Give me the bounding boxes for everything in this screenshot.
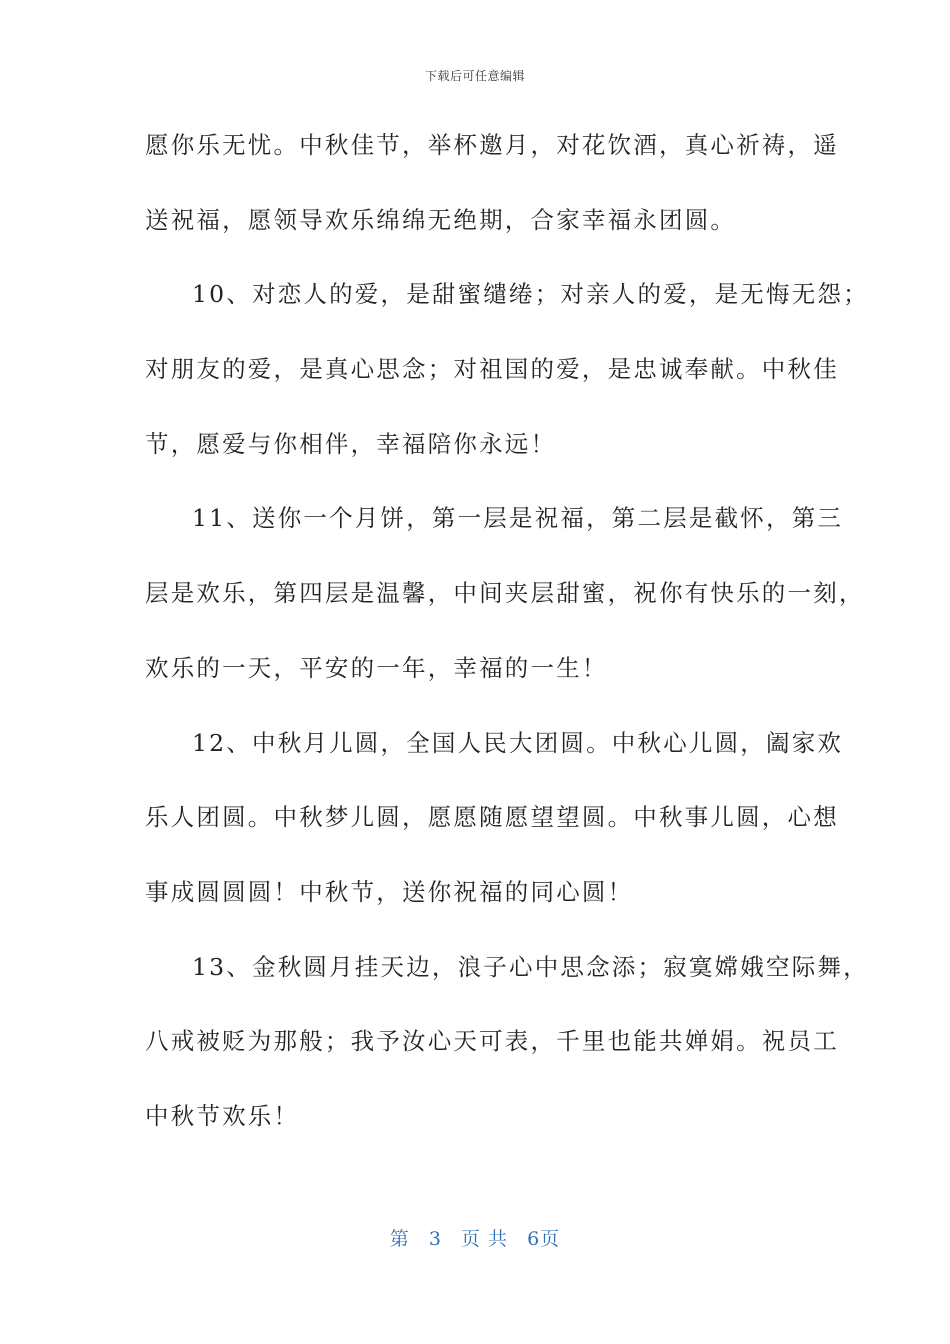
text-line: 事成圆圆圆！中秋节，送你祝福的同心圆！ xyxy=(145,877,634,906)
paragraph-start-line: 13、金秋圆月挂天边，浪子心中思念添；寂寞嫦娥空际舞， xyxy=(192,952,869,981)
paragraph-start-line: 12、中秋月儿圆，全国人民大团圆。中秋心儿圆，阖家欢 xyxy=(192,728,844,757)
text-line: 层是欢乐，第四层是温馨，中间夹层甜蜜，祝你有快乐的一刻， xyxy=(145,579,865,608)
document-body xyxy=(145,120,869,1166)
text-line: 八戒被贬为那般；我予汝心天可表，千里也能共婵娟。祝员工 xyxy=(145,1027,839,1056)
page-header: 下载后可任意编辑 xyxy=(424,69,525,83)
text-line: 愿你乐无忧。中秋佳节，举杯邀月，对花饮酒，真心祈祷，遥 xyxy=(145,131,839,159)
paragraph-start-line: 11、送你一个月饼，第一层是祝福，第二层是截怀，第三 xyxy=(192,504,844,533)
paragraph-start-line: 10、对恋人的爱，是甜蜜缱绻；对亲人的爱，是无悔无怨； xyxy=(192,280,869,309)
page-number-current: 3 xyxy=(428,1228,442,1250)
text-line: 乐人团圆。中秋梦儿圆，愿愿随愿望望圆。中秋事儿圆，心想 xyxy=(145,803,839,832)
text-line: 对朋友的爱，是真心思念；对祖国的爱，是忠诚奉献。中秋佳 xyxy=(145,355,839,384)
page-number-prefix: 第 xyxy=(389,1228,410,1250)
page-number xyxy=(0,1224,950,1251)
text-line: 中秋节欢乐！ xyxy=(145,1101,300,1130)
text-line: 节，愿爱与你相伴，幸福陪你永远！ xyxy=(145,429,557,458)
page-number-middle: 页 共 xyxy=(461,1228,509,1250)
text-line: 送祝福，愿领导欢乐绵绵无绝期，合家幸福永团圆。 xyxy=(145,205,737,234)
page-number-total: 6页 xyxy=(527,1228,561,1250)
text-line: 欢乐的一天，平安的一年，幸福的一生！ xyxy=(145,653,608,682)
